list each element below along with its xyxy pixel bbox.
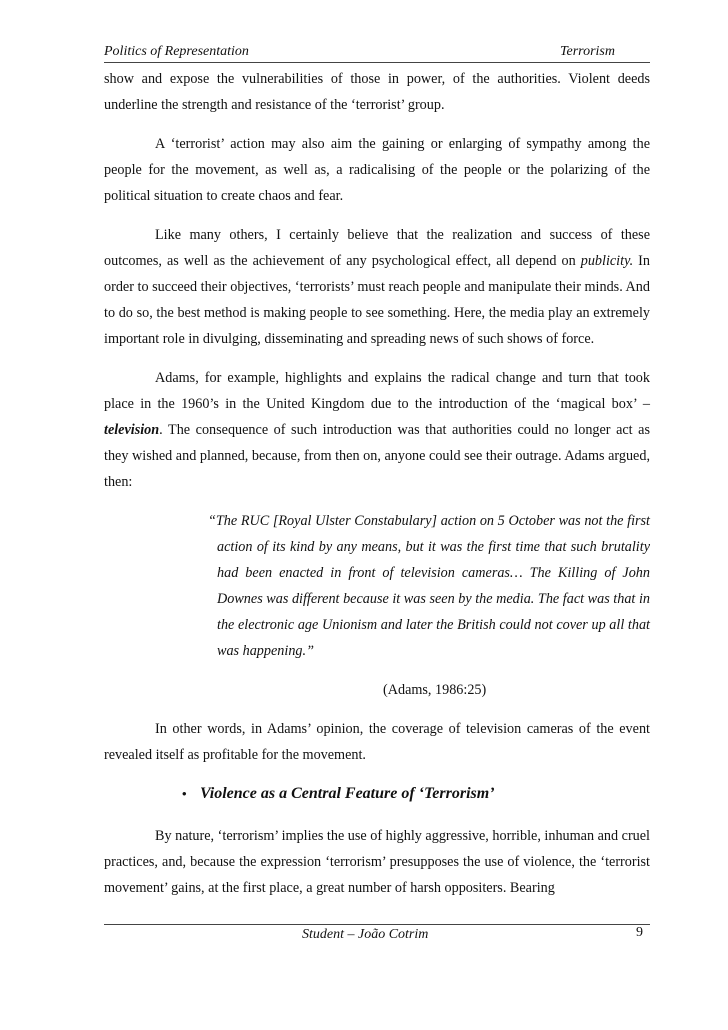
paragraph-5: In other words, in Adams’ opinion, the coverage of television cameras of the event revealed itself as profitable for the movement. (104, 721, 650, 763)
header-title: Politics of Representation (104, 44, 249, 59)
quote-citation: (Adams, 1986:25) (383, 682, 487, 698)
paragraph-3-text-b: In order to succeed their objectives, ‘terrorists’ must reach people and manipulate their minds. And to do so, the best method is making people to see something. Here, the media play an extremely important role in divulging, disseminating and spreading news of such shows of force. (104, 253, 650, 347)
block-quote-text: “The RUC [Royal Ulster Constabulary] action on 5 October was not the first action of its kind by any means, but it was the first time that such brutality had been enacted in front of television cameras… The Killing of John Downes was different because it was seen by the media. The fact was that in the electronic age Unionism and later the British could not cover up all that was happening.” (208, 513, 650, 659)
paragraph-4-text-a: Adams, for example, highlights and explains the radical change and turn that took place in the 1960’s in the United Kingdom due to the introduction of the ‘magical box’ – (104, 370, 650, 412)
section-heading (182, 781, 650, 807)
paragraph-1: show and expose the vulnerabilities of those in power, of the authorities. Violent deeds underline the strength and resistance of the ‘terrorist’ group. (104, 71, 650, 113)
header-section: Terrorism (560, 44, 615, 59)
header-divider (104, 62, 650, 63)
paragraph-6: By nature, ‘terrorism’ implies the use of highly aggressive, horrible, inhuman and cruel practices, and, because the expression ‘terrorism’ presupposes the use of violence, the ‘terrorist movement’ gains, at the first place, a great number of harsh oppositers. Bearing (104, 828, 650, 896)
footer-author: Student – João Cotrim (302, 927, 429, 942)
paragraph-4 (104, 365, 650, 495)
page-body (104, 66, 650, 914)
footer-divider (104, 924, 650, 925)
publicity-emphasis: publicity. (580, 253, 634, 269)
page-number: 9 (636, 925, 643, 940)
television-emphasis: television (104, 422, 160, 438)
section-heading-text: Violence as a Central Feature of ‘Terrorism’ (200, 785, 495, 802)
paragraph-3-text-a: Like many others, I certainly believe that the realization and success of these outcomes, as well as the achievement of any psychological effect, all depend on (104, 227, 650, 269)
bullet-icon: • (182, 786, 187, 801)
paragraph-2: A ‘terrorist’ action may also aim the gaining or enlarging of sympathy among the people for the movement, as well as, a radicalising of the people or the polarizing of the political situation to create chaos and fear. (104, 136, 650, 204)
paragraph-3 (104, 222, 650, 352)
running-header (104, 43, 624, 60)
paragraph-4-text-b: . The consequence of such introduction was that authorities could no longer act as they wished and planned, because, from then on, anyone could see their outrage. Adams argued, then: (104, 422, 650, 490)
block-quote (208, 508, 650, 664)
